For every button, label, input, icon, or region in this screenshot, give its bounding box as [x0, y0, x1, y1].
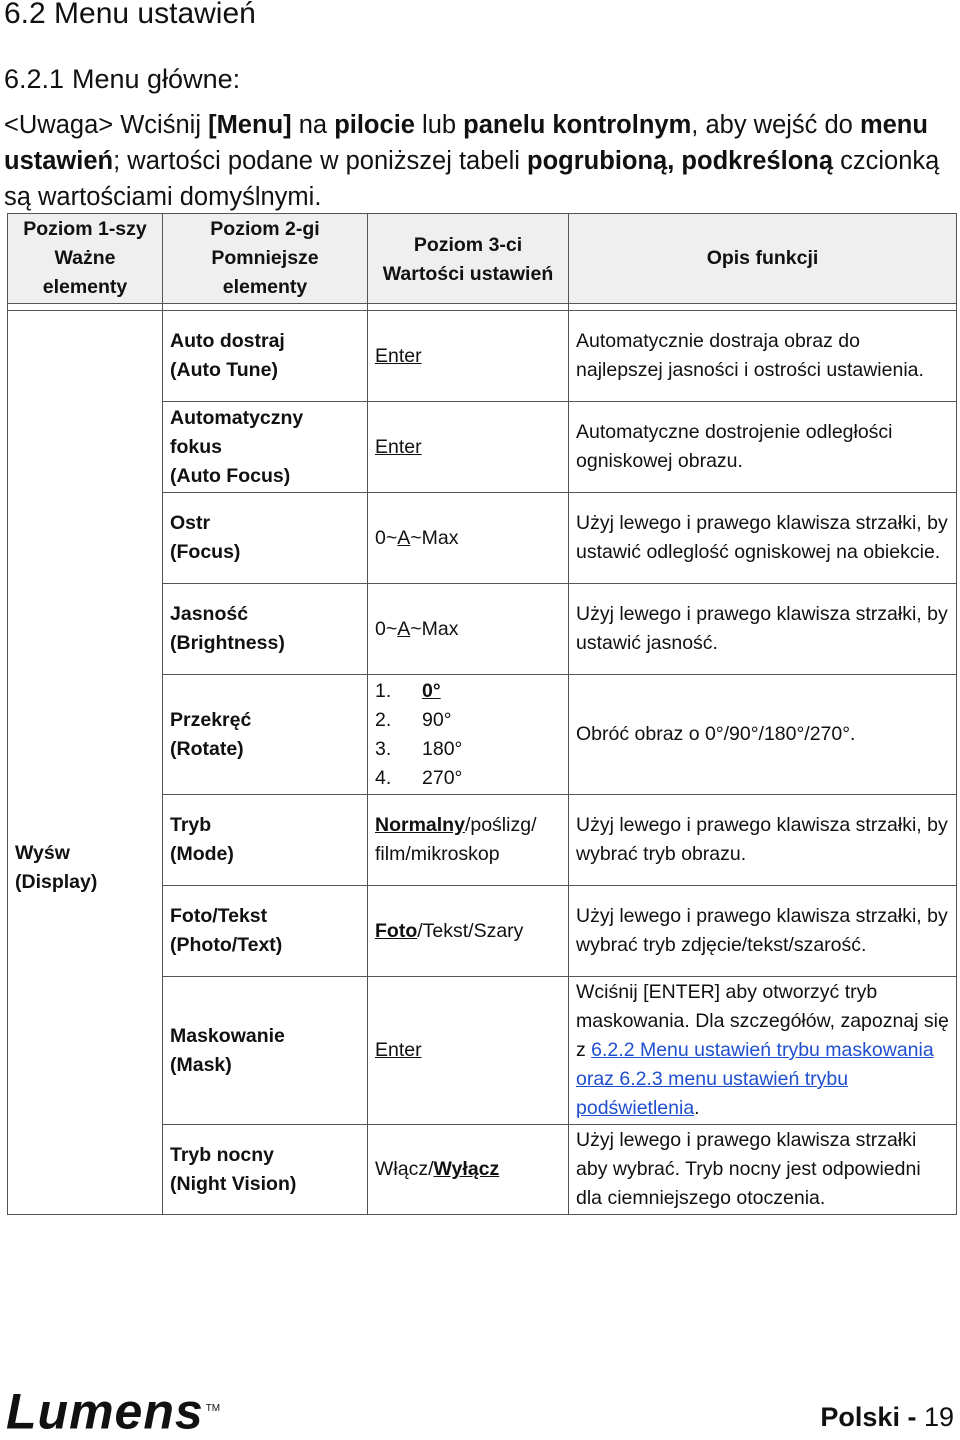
level2-cell [163, 311, 368, 402]
header-level2-line: Poziom 2-gi [210, 218, 320, 240]
subsection-title: Menu główne: [72, 64, 241, 94]
level1-cell-display [8, 311, 163, 1215]
option-number: 4. [375, 766, 392, 789]
note-bold-underlined: pogrubioną, podkreśloną [527, 147, 834, 175]
option-number: 2. [375, 708, 392, 731]
level2-label: (Photo/Text) [170, 934, 283, 956]
desc-cell: Użyj lewego i prawego klawisza strzałki, by ustawić odleglość ogniskowej na obiekcie. [569, 493, 957, 584]
note-text: <Uwaga> Wciśnij [4, 111, 209, 139]
value-text: /poślizg/ film/mikroskop [375, 814, 537, 865]
footer-separator: - [899, 1402, 924, 1432]
list-item [375, 677, 561, 706]
note-text: lub [414, 111, 464, 139]
level2-cell [163, 402, 368, 493]
option-value: 180° [422, 737, 463, 760]
level2-label: (Brightness) [170, 632, 285, 654]
page-number: 19 [923, 1402, 954, 1432]
footer-language: Polski [820, 1402, 900, 1432]
level2-label: Foto/Tekst [170, 905, 268, 927]
value-cell [368, 795, 569, 886]
desc-cell: Użyj lewego i prawego klawisza strzałki, by ustawić jasność. [569, 584, 957, 675]
level2-label: Ostr [170, 512, 211, 534]
header-level1-line: elementy [42, 276, 128, 298]
option-number: 3. [375, 737, 392, 760]
header-level2-line: elementy [222, 276, 308, 298]
desc-cell: Automatycznie dostraja obraz do najlepszej jasności i ostrości ustawienia. [569, 311, 957, 402]
default-value: Enter [375, 1039, 422, 1061]
header-level2-line: Pomniejsze [211, 247, 319, 269]
default-value: Enter [375, 435, 422, 458]
note-panel: panelu kontrolnym [463, 111, 692, 139]
trademark: TM [205, 1403, 221, 1414]
option-value: 90° [422, 708, 452, 731]
default-value: Wyłącz [433, 1158, 500, 1180]
desc-cell: Użyj lewego i prawego klawisza strzałki, by wybrać tryb zdjęcie/tekst/szarość. [569, 886, 957, 977]
option-number: 1. [375, 679, 392, 702]
header-level1-line: Poziom 1-szy [23, 218, 147, 240]
level2-label: (Focus) [170, 541, 241, 563]
default-value: Foto [375, 919, 418, 942]
note-text: , aby wejść do [691, 111, 860, 139]
header-level3-line: Wartości ustawień [382, 262, 554, 285]
default-value: 0° [422, 679, 441, 702]
subsection-number: 6.2.1 [4, 64, 65, 94]
value-cell [368, 675, 569, 795]
level2-cell [163, 795, 368, 886]
default-value: Normalny [375, 814, 465, 836]
level2-cell [163, 493, 368, 584]
brand-name: Lumens [6, 1383, 204, 1440]
level2-label: (Auto Focus) [170, 464, 291, 487]
default-value: Enter [375, 344, 422, 367]
header-spacer [8, 304, 957, 311]
desc-text: Wciśnij [ENTER] aby otworzyć tryb maskowania. Dla szczegółów, zapoznaj się z [576, 981, 949, 1061]
option-value: 270° [422, 766, 463, 789]
level2-cell [163, 886, 368, 977]
value-text: 0~ [375, 526, 398, 549]
value-text: ~Max [410, 526, 459, 549]
value-cell [368, 402, 569, 493]
table-row [8, 311, 957, 402]
section-heading: 6.2 Menu ustawień [4, 0, 256, 30]
note-remote: pilocie [334, 111, 415, 139]
header-level2 [163, 214, 368, 304]
note-menu-key: [Menu] [208, 111, 292, 139]
header-desc: Opis funkcji [569, 214, 957, 304]
level2-label: (Rotate) [170, 737, 244, 760]
desc-cell: Automatyczne dostrojenie odległości ogniskowej obrazu. [569, 402, 957, 493]
subsection-heading [4, 60, 240, 98]
level2-label: Jasność [170, 603, 249, 625]
header-level3 [368, 214, 569, 304]
table-header-row [8, 214, 957, 304]
value-cell [368, 886, 569, 977]
level2-label: Tryb nocny [170, 1143, 275, 1166]
level2-label: (Mode) [170, 843, 234, 865]
level2-label: (Mask) [170, 1053, 232, 1076]
note-menu-settings: menu ustawień [4, 111, 928, 175]
level2-label: (Auto Tune) [170, 359, 278, 381]
value-text: ~Max [410, 617, 459, 640]
value-cell [368, 493, 569, 584]
spacer-cell [368, 304, 569, 311]
desc-cell: Użyj lewego i prawego klawisza strzałki, by wybrać tryb obrazu. [569, 795, 957, 886]
desc-cell: Obróć obraz o 0°/90°/180°/270°. [569, 675, 957, 795]
header-level3-line: Poziom 3-ci [413, 233, 523, 256]
spacer-cell [569, 304, 957, 311]
level2-label: (Night Vision) [170, 1172, 297, 1195]
level2-cell [163, 1125, 368, 1215]
list-item [375, 764, 561, 793]
level2-label: Maskowanie [170, 1024, 285, 1047]
list-item [375, 706, 561, 735]
lumens-logo [6, 1383, 221, 1440]
value-cell [368, 1125, 569, 1215]
spacer-cell [163, 304, 368, 311]
level2-label: Auto dostraj [170, 330, 285, 352]
default-value: A [397, 617, 411, 640]
value-cell [368, 311, 569, 402]
level2-cell [163, 977, 368, 1125]
value-text: /Tekst/Szary [417, 919, 524, 942]
note-text: ; wartości podane w poniższej tabeli [113, 147, 528, 175]
section-link[interactable]: 6.2.2 Menu ustawień trybu maskowania oraz 6.2.3 menu ustawień trybu podświetlenia [576, 1039, 934, 1119]
value-text: Włącz/ [375, 1158, 434, 1180]
level2-cell [163, 675, 368, 795]
spacer-cell [8, 304, 163, 311]
settings-table [7, 213, 957, 1215]
header-level1-line: Ważne [54, 247, 116, 269]
value-cell [368, 977, 569, 1125]
desc-text: . [694, 1097, 700, 1119]
default-value: A [397, 526, 411, 549]
note-paragraph [4, 107, 954, 215]
value-cell [368, 584, 569, 675]
desc-cell: Użyj lewego i prawego klawisza strzałki aby wybrać. Tryb nocny jest odpowiedni dla ciemniejszego otoczenia. [569, 1125, 957, 1215]
note-text: czcionką są wartościami domyślnymi. [4, 147, 940, 211]
level2-label: Automatyczny [170, 406, 304, 429]
rotate-options [375, 677, 561, 793]
page-footer [820, 1400, 954, 1434]
list-item [375, 735, 561, 764]
level2-label: fokus [170, 435, 223, 458]
level1-label: Wyśw [15, 841, 70, 864]
desc-cell [569, 977, 957, 1125]
level2-cell [163, 584, 368, 675]
level2-label: Przekręć [170, 708, 252, 731]
note-text: na [291, 111, 335, 139]
level1-label: (Display) [15, 870, 98, 893]
level2-label: Tryb [170, 814, 212, 836]
value-text: 0~ [375, 617, 398, 640]
header-level1 [8, 214, 163, 304]
